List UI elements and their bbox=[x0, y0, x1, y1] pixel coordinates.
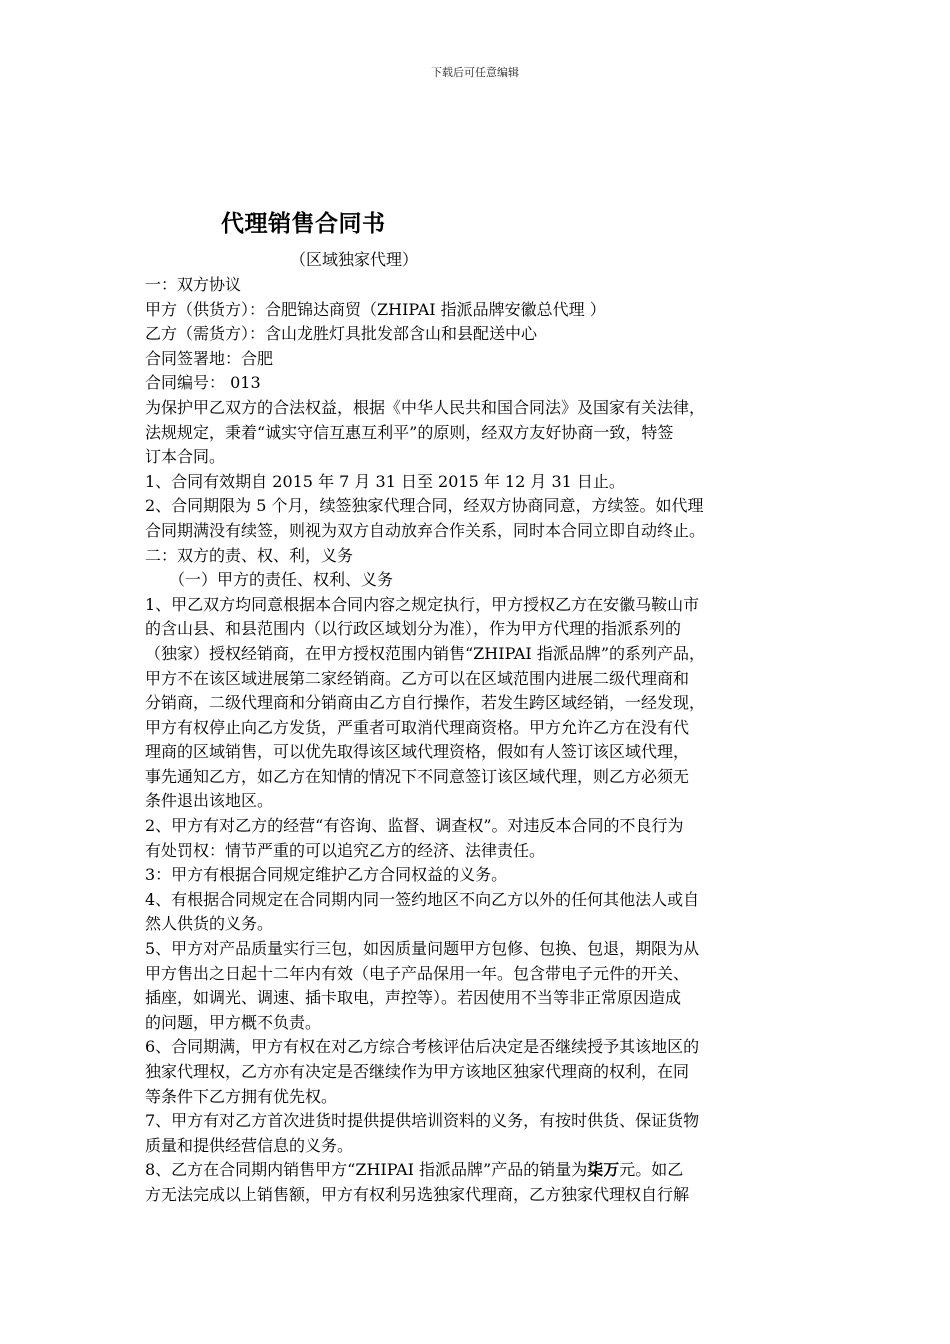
paragraph-line: 有处罚权：情节严重的可以追究乙方的经济、法律责任。 bbox=[145, 840, 546, 860]
section-heading: 一：双方协议 bbox=[145, 275, 242, 294]
sales-target-text: 8、乙方在合同期内销售甲方“ZHIPAI 指派品牌”产品的销量为 bbox=[145, 1160, 588, 1180]
paragraph-line: 事先通知乙方，如乙方在知情的情况下不同意签订该区域代理，则乙方必须无 bbox=[145, 766, 690, 786]
paragraph-line: 为保护甲乙双方的合法权益，根据《中华人民共和国合同法》及国家有关法律， bbox=[145, 397, 706, 417]
sales-target-suffix: 元。如乙 bbox=[619, 1160, 684, 1180]
paragraph-line: （独家）授权经销商，在甲方授权范围内销售“ZHIPAI 指派品牌”的系列产品， bbox=[145, 643, 706, 663]
paragraph-line: 5、甲方对产品质量实行三包，如因质量问题甲方包修、包换、包退，期限为从 bbox=[145, 939, 700, 959]
document-subtitle: （区域独家代理） bbox=[290, 250, 419, 269]
party-b-line: 乙方（需货方）：含山龙胜灯具批发部含山和县配送中心 bbox=[145, 324, 538, 344]
paragraph-line: 然人供货的义务。 bbox=[145, 914, 274, 934]
paragraph-line: 条件退出该地区。 bbox=[145, 791, 274, 811]
paragraph-line: 的问题，甲方概不负责。 bbox=[145, 1012, 322, 1032]
document-title: 代理销售合同书 bbox=[221, 211, 386, 237]
paragraph-line: 6、合同期满，甲方有权在对乙方综合考核评估后决定是否继续授予其该地区的 bbox=[145, 1037, 700, 1057]
party-a-line: 甲方（供货方）：合肥锦达商贸（ZHIPAI 指派品牌安徽总代理 ） bbox=[145, 299, 606, 319]
paragraph-line: 插座，如调光、调速、插卡取电，声控等）。若因使用不当等非正常原因造成 bbox=[145, 988, 682, 1008]
paragraph-line: 合同期满没有续签，则视为双方自动放弃合作关系，同时本合同立即自动终止。 bbox=[145, 520, 706, 540]
paragraph-line: 的含山县、和县范围内（以行政区域划分为准），作为甲方代理的指派系列的 bbox=[145, 619, 682, 639]
subsection-heading: （一）甲方的责任、权利、义务 bbox=[169, 570, 394, 590]
sales-target-line bbox=[145, 1158, 825, 1183]
paragraph-line: 方无法完成以上销售额，甲方有权利另选独家代理商，乙方独家代理权自行解 bbox=[145, 1184, 690, 1204]
contract-body bbox=[145, 273, 825, 1208]
sales-target-amount: 柒万 bbox=[587, 1160, 620, 1180]
paragraph-line: 7、甲方有对乙方首次进货时提供提供培训资料的义务，有按时供货、保证货物 bbox=[145, 1111, 700, 1131]
paragraph-line: 甲方售出之日起十二年内有效（电子产品保用一年。包含带电子元件的开关、 bbox=[145, 963, 690, 983]
paragraph-line: 4、有根据合同规定在合同期内同一签约地区不向乙方以外的任何其他法人或自 bbox=[145, 889, 700, 909]
paragraph-line: 1、甲乙双方均同意根据本合同内容之规定执行，甲方授权乙方在安徽马鞍山市 bbox=[145, 594, 700, 614]
signing-place-line: 合同签署地：合肥 bbox=[145, 348, 274, 368]
paragraph-line: 2、合同期限为 5 个月，续签独家代理合同，经双方协商同意，方续签。如代理 bbox=[145, 496, 704, 516]
paragraph-line: 分销商，二级代理商和分销商由乙方自行操作，若发生跨区域经销，一经发现， bbox=[145, 693, 706, 713]
section-heading: 二：双方的责、权、利，义务 bbox=[145, 545, 354, 565]
paragraph-line: 质量和提供经营信息的义务。 bbox=[145, 1135, 354, 1155]
contract-number-line: 合同编号： 013 bbox=[145, 373, 261, 393]
paragraph-line: 等条件下乙方拥有优先权。 bbox=[145, 1086, 338, 1106]
header-note: 下载后可任意编辑 bbox=[431, 66, 519, 79]
paragraph-line: 理商的区域销售，可以优先取得该区域代理资格，假如有人签订该区域代理， bbox=[145, 742, 690, 762]
paragraph-line: 甲方不在该区域进展第二家经销商。乙方可以在区域范围内进展二级代理商和 bbox=[145, 668, 690, 688]
paragraph-line: 3：甲方有根据合同规定维护乙方合同权益的义务。 bbox=[145, 865, 508, 885]
paragraph-line: 订本合同。 bbox=[145, 447, 226, 467]
paragraph-line: 甲方有权停止向乙方发货，严重者可取消代理商资格。甲方允许乙方在没有代 bbox=[145, 717, 690, 737]
paragraph-line: 独家代理权，乙方亦有决定是否继续作为甲方该地区独家代理商的权利，在同 bbox=[145, 1062, 690, 1081]
paragraph-line: 2、甲方有对乙方的经营“有咨询、监督、调查权”。对违反本合同的不良行为 bbox=[145, 816, 684, 836]
paragraph-line: 法规规定，秉着“诚实守信互惠互利平”的原则，经双方友好协商一致，特签 bbox=[145, 422, 674, 442]
paragraph-line: 1、合同有效期自 2015 年 7 月 31 日至 2015 年 12 月 31 日止。 bbox=[145, 471, 625, 491]
